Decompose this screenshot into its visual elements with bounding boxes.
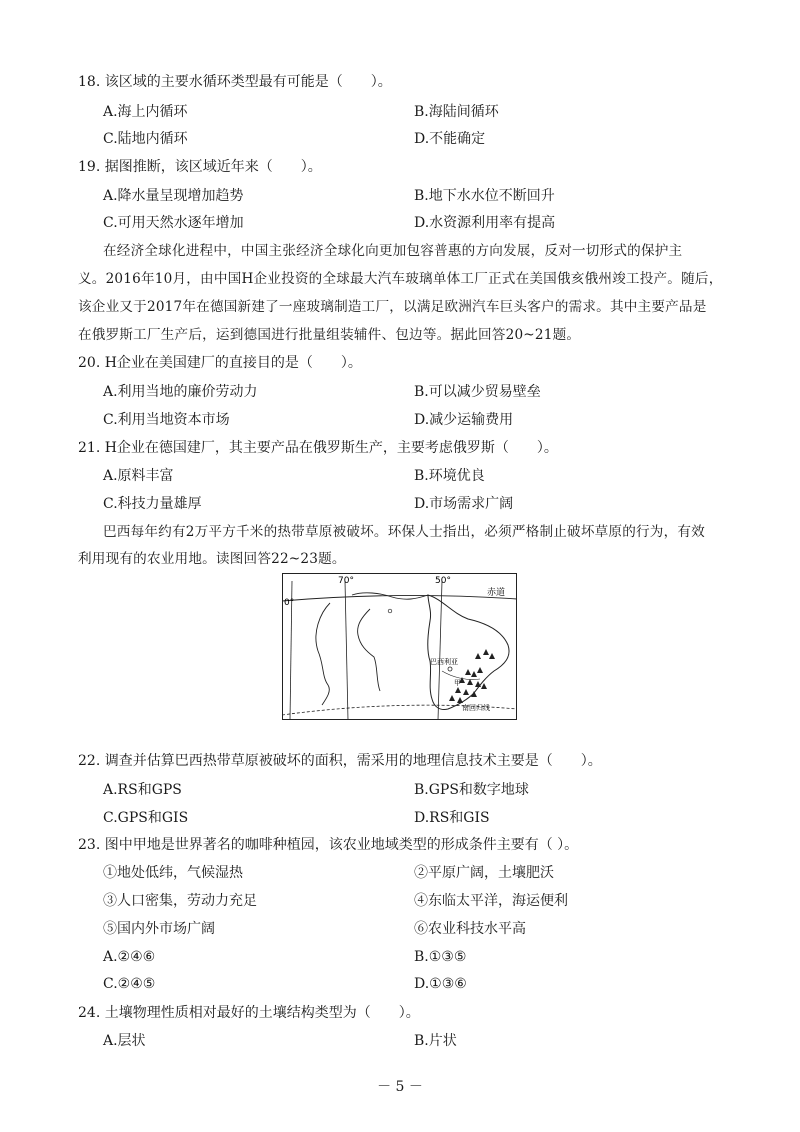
passage2-line1: 巴西每年约有2万平方千米的热带草原被破坏。环保人士指出，必须严格制止破坏草原的行为，有效 — [103, 524, 705, 540]
q19-option-c: C.可用天然水逐年增加 — [103, 215, 244, 231]
q22-stem: 22. 调查并估算巴西热带草原被破坏的面积，需采用的地理信息技术主要是（ ）。 — [78, 753, 602, 769]
q23-condition-2: ②平原广阔，土壤肥沃 — [414, 865, 554, 881]
label-tropic: 南回归线 — [462, 704, 490, 712]
q23-option-d: D.①③⑥ — [414, 976, 467, 992]
q23-condition-3: ③人口密集，劳动力充足 — [103, 893, 257, 909]
passage1-line1: 在经济全球化进程中，中国主张经济全球化向更加包容普惠的方向发展，反对一切形式的保护主 — [103, 243, 683, 259]
q23-condition-5: ⑤国内外市场广阔 — [103, 921, 215, 937]
label-brasilia: 巴西利亚 — [430, 658, 458, 666]
q23-stem: 23. 图中甲地是世界著名的咖啡种植园，该农业地域类型的形成条件主要有（ ）。 — [78, 837, 579, 853]
q22-option-c: C.GPS和GIS — [103, 810, 189, 826]
passage1-line4: 在俄罗斯工厂生产后，运到德国进行批量组装辅件、包边等。据此回答20~21题。 — [78, 327, 581, 343]
q21-option-d: D.市场需求广阔 — [414, 496, 514, 512]
label-lon70: 70° — [338, 576, 354, 586]
q23-condition-4: ④东临太平洋，海运便利 — [414, 893, 568, 909]
q20-option-b: B.可以减少贸易壁垒 — [414, 384, 541, 400]
q23-condition-1: ①地处低纬，气候湿热 — [103, 865, 243, 881]
q19-option-d: D.水资源利用率有提高 — [414, 215, 556, 231]
q23-option-b: B.①③⑤ — [414, 949, 467, 965]
q19-option-a: A.降水量呈现增加趋势 — [103, 188, 244, 204]
passage2-line2: 利用现有的农业用地。读图回答22~23题。 — [78, 551, 346, 567]
q18-option-d: D.不能确定 — [414, 131, 486, 147]
q20-option-c: C.利用当地资本市场 — [103, 412, 230, 428]
q18-option-b: B.海陆间循环 — [414, 104, 499, 120]
q22-option-a: A.RS和GPS — [103, 782, 182, 798]
passage1-line3: 该企业又于2017年在德国新建了一座玻璃制造工厂，以满足欧洲汽车巨头客户的需求。其中主要产品是 — [78, 299, 707, 315]
q18-stem: 18. 该区域的主要水循环类型最有可能是（ ）。 — [78, 74, 392, 90]
passage1-line2: 义。2016年10月，由中国H企业投资的全球最大汽车玻璃单体工厂正式在美国俄亥俄州竣工投产。随后， — [78, 271, 723, 287]
q23-option-a: A.②④⑥ — [103, 949, 156, 965]
q23-condition-6: ⑥农业科技水平高 — [414, 921, 526, 937]
label-equator: 赤道 — [487, 588, 506, 598]
q18-option-c: C.陆地内循环 — [103, 131, 188, 147]
q21-option-c: C.科技力量雄厚 — [103, 496, 202, 512]
q20-option-a: A.利用当地的廉价劳动力 — [103, 384, 258, 400]
q21-option-b: B.环境优良 — [414, 468, 485, 484]
q19-stem: 19. 据图推断，该区域近年来（ ）。 — [78, 159, 322, 175]
q23-option-c: C.②④⑤ — [103, 976, 156, 992]
label-lon50: 50° — [435, 576, 451, 586]
q22-option-d: D.RS和GIS — [414, 810, 490, 826]
q22-option-b: B.GPS和数字地球 — [414, 782, 529, 798]
q24-option-b: B.片状 — [414, 1033, 457, 1049]
q24-option-a: A.层状 — [103, 1033, 146, 1049]
q24-stem: 24. 土壤物理性质相对最好的土壤结构类型为（ ）。 — [78, 1005, 420, 1021]
q21-option-a: A.原料丰富 — [103, 468, 174, 484]
label-site-jia: 甲 — [454, 679, 461, 687]
q20-option-d: D.减少运输费用 — [414, 412, 514, 428]
q18-option-a: A.海上内循环 — [103, 104, 188, 120]
q21-stem: 21. H企业在德国建厂，其主要产品在俄罗斯生产，主要考虑俄罗斯（ ）。 — [78, 440, 558, 456]
q20-stem: 20. H企业在美国建厂的直接目的是（ ）。 — [78, 355, 362, 371]
q19-option-b: B.地下水水位不断回升 — [414, 188, 555, 204]
label-lon0: 0° — [284, 598, 295, 608]
brazil-map — [282, 573, 517, 720]
page-number: － 5 － — [377, 1079, 423, 1095]
